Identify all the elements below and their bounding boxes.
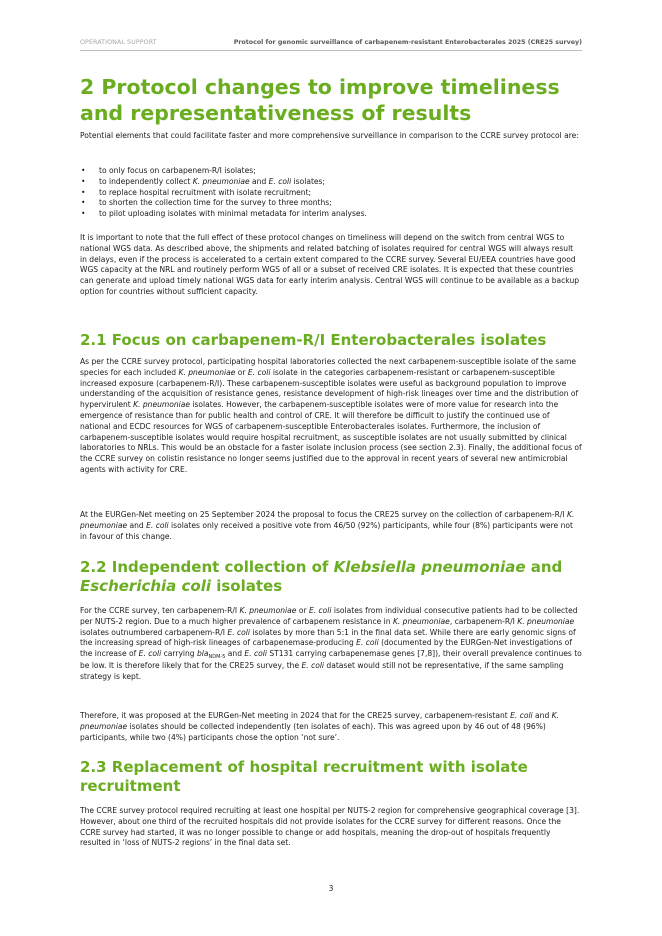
list-item: • to independently collect K. pneumoniae and E. coli isolates; xyxy=(81,176,326,186)
section-2-2-paragraph-1: For the CCRE survey, ten carbapenem-R/I K. pneumoniae or E. coli isolates from individual consecutive patients had to be collected per NUTS-2 region. Due to a much higher prevalence of carbapenem resistance in K. pneumoniae, carbapenem-R/I K. pneumoniae isolates outnumbered carbapenem-R/I E. coli isolates by more than 5:1 in the final data set. While there are early genomic signs of the increasing spread of high-risk lineages of carbapenemase-producing E. coli (documented by the EURGen-Net investigations of the increase of E. coli carrying bla$_{NDM-5}$ and E. coli ST131 carrying carbapenemase genes [7,8]), their overall prevalence continues to be low. It is therefore likely that for the CRE25 survey, the E. coli dataset would still not be representative, if the same sampling strategy is kept. xyxy=(80,606,582,681)
page-number: 3 xyxy=(328,884,334,893)
running-header xyxy=(80,38,582,51)
header-document-title: Protocol for genomic surveillance of carbapenem-resistant Enterobacterales 2025 (CRE25 survey) xyxy=(233,39,582,46)
section-2-1-heading: 2.1 Focus on carbapenem-R/I Enterobacterales isolates xyxy=(80,331,547,349)
section-2-3-heading: 2.3 Replacement of hospital recruitment with isolate recruitment xyxy=(80,758,528,795)
section-2-2-paragraph-2: Therefore, it was proposed at the EURGen-Net meeting in 2024 that for the CRE25 survey, carbapenem-resistant E. coli and K. pneumoniae isolates should be collected independently (ten isolates of each). This was agreed upon by 46 out of 48 (96%) participants, while two (4%) participants chose the option ‘not sure’. xyxy=(80,711,560,742)
bullet-glyph: • xyxy=(81,198,86,208)
section-2-intro: Potential elements that could facilitate faster and more comprehensive surveillance in comparison to the CCRE survey protocol are: xyxy=(80,131,579,140)
header-section-label: OPERATIONAL SUPPORT xyxy=(80,39,157,46)
protocol-changes-list xyxy=(80,166,582,220)
list-item: • to pilot uploading isolates with minimal metadata for interim analyses. xyxy=(81,209,367,219)
section-2-2-heading: 2.2 Independent collection of Klebsiella pneumoniae and Escherichia coli isolates xyxy=(80,558,563,595)
list-item: • to replace hospital recruitment with isolate recruitment; xyxy=(81,187,312,197)
bullet-glyph: • xyxy=(81,187,86,197)
section-2-1-paragraph-2: At the EURGen-Net meeting on 25 September 2024 the proposal to focus the CRE25 survey on the collection of carbapenem-R/I K. pneumoniae and E. coli isolates only received a positive vote from 46/50 (92%) participants, while four (8%) participants were not in favour of this change. xyxy=(80,510,575,541)
section-2-3-paragraph-1: The CCRE survey protocol required recruiting at least one hospital per NUTS-2 region for comprehensive geographical coverage [3]. However, about one third of the recruited hospitals did not provide isolates for the CCRE survey for different reasons. Once the CCRE survey had started, it was no longer possible to change or add hospitals, meaning the drop-out of hospitals frequently resulted in ‘loss of NUTS-2 regions’ in the final data set. xyxy=(80,806,580,848)
section-2-paragraph: It is important to note that the full effect of these protocol changes on timeliness will depend on the switch from central WGS to national WGS data. As described above, the shipments and related batching of isolates required for central WGS will always result in delays, even if the process is accelerated to a certain extent compared to the CCRE survey. Several EU/EEA countries have good WGS capacity at the NRL and routinely perform WGS of all or a subset of received CRE isolates. It is expected that these countries can generate and upload timely national WGS data for early interim analysis. Central WGS will continue to be available as a backup option for countries without sufficient capacity. xyxy=(80,233,580,296)
bullet-glyph: • xyxy=(81,166,86,175)
bullet-glyph: • xyxy=(81,176,86,186)
bullet-glyph: • xyxy=(81,209,86,219)
section-2-1-paragraph-1: As per the CCRE survey protocol, participating hospital laboratories collected the next carbapenem-susceptible isolate of the same species for each included K. pneumoniae or E. coli isolate in the categories carbapenem-resistant or carbapenem-susceptible increased exposure (carbapenem-R/I). These carbapenem-susceptible isolates were useful as background population to improve understanding of the acquisition of resistance genes, resistance development of high-risk lineages over time and the distribution of hypervirulent K. pneumoniae isolates. However, the carbapenem-susceptible isolates were of more value for research into the emergence of resistance than for public health and control of CRE. It will therefore be difficult to justify the continued use of national and ECDC resources for WGS of carbapenem-susceptible Enterobacterales isolates. Furthermore, the inclusion of carbapenem-susceptible isolates would require hospital recruitment, as susceptible isolates are not usually submitted by clinical laboratories to NRLs. This would be an obstacle for a faster isolate inclusion process (see section 2.3). Finally, the additional focus of the CCRE survey on colistin resistance no longer seems justified due to the approval in recent years of several new antimicrobial agents with activity for CRE. xyxy=(80,357,582,474)
section-2-heading: 2 Protocol changes to improve timeliness and representativeness of results xyxy=(80,75,560,125)
list-item: • to only focus on carbapenem-R/I isolates; xyxy=(81,166,256,175)
list-item: • to shorten the collection time for the survey to three months; xyxy=(81,198,332,208)
